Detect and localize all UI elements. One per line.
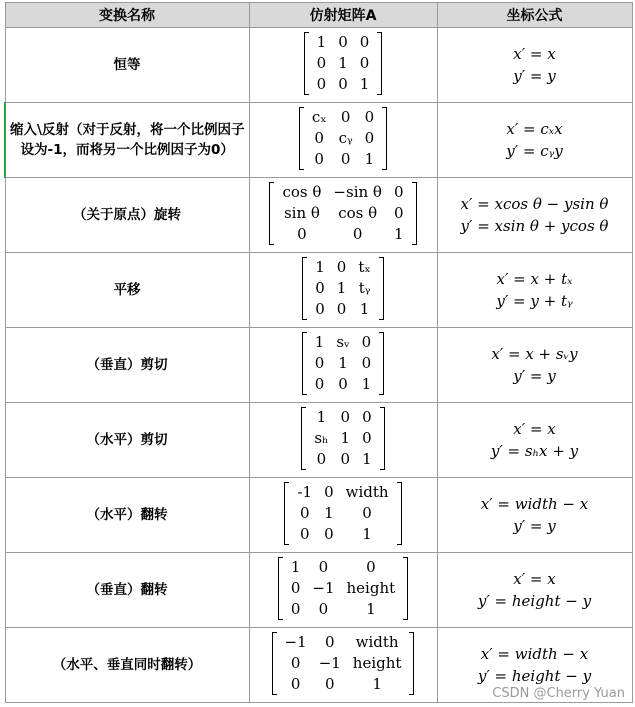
matrix-entry: sᵥ <box>336 332 350 351</box>
matrix-entry: 1 <box>372 674 382 693</box>
formula-x: x′ = x <box>513 420 556 438</box>
formula-x: x′ = x + tₓ <box>496 270 573 288</box>
matrix-entry: 0 <box>314 374 325 393</box>
matrix-cell <box>249 103 437 178</box>
matrix-entry: 1 <box>359 74 370 93</box>
matrix-cell <box>249 328 437 403</box>
matrix-entry: 0 <box>361 332 372 351</box>
formula-x: x′ = x <box>513 570 556 588</box>
matrix-entry: 0 <box>352 224 363 243</box>
matrix-entry: cᵧ <box>338 128 353 147</box>
affine-matrix <box>272 632 415 695</box>
formula-x: x′ = x <box>513 45 556 63</box>
matrix-entry: 1 <box>290 557 301 576</box>
formula-cell <box>437 553 632 628</box>
matrix-entry: 1 <box>338 353 348 372</box>
affine-matrix <box>299 107 387 170</box>
transform-name: 平移 <box>5 253 249 328</box>
formula-cell <box>437 328 632 403</box>
matrix-entry: -1 <box>297 482 313 501</box>
matrix-entry: 1 <box>393 224 404 243</box>
table-row <box>5 178 632 253</box>
formula-x: x′ = width − x <box>480 495 589 513</box>
matrix-entry: cos θ <box>338 203 378 222</box>
formula-y: y′ = xsin θ + ycos θ <box>460 217 609 235</box>
matrix-entry: 1 <box>362 524 372 543</box>
matrix-entry: 0 <box>318 599 329 618</box>
transform-name: 恒等 <box>5 28 249 103</box>
matrix-entry: 0 <box>340 107 351 126</box>
matrix-entry: 1 <box>336 278 347 297</box>
matrix-entry: cₓ <box>311 107 327 126</box>
affine-matrix <box>284 482 401 545</box>
matrix-entry: 1 <box>340 428 351 447</box>
formula-cell <box>437 28 632 103</box>
matrix-entry: 0 <box>362 503 372 522</box>
matrix-entry: 1 <box>316 32 327 51</box>
matrix-entry: 0 <box>393 182 404 201</box>
matrix-entry: −sin θ <box>333 182 382 201</box>
matrix-entry: 0 <box>290 578 301 597</box>
matrix-entry: 0 <box>299 503 310 522</box>
matrix-entry: 0 <box>364 107 375 126</box>
transform-name: （垂直）翻转 <box>5 553 249 628</box>
matrix-cell <box>249 553 437 628</box>
matrix-cell <box>249 178 437 253</box>
matrix-cell <box>249 628 437 703</box>
header-formula: 坐标公式 <box>437 3 632 28</box>
matrix-entry: 1 <box>324 503 334 522</box>
matrix-entry: width <box>355 632 399 651</box>
matrix-entry: 0 <box>314 149 324 168</box>
transform-name: 缩入\反射（对于反射，将一个比例因子设为-1，而将另一个比例因子为0） <box>5 103 249 178</box>
formula-cell <box>437 178 632 253</box>
formula-y: y′ = y <box>513 67 556 85</box>
header-matrix: 仿射矩阵A <box>249 3 437 28</box>
formula-cell <box>437 103 632 178</box>
matrix-entry: 0 <box>340 449 351 468</box>
table-row <box>5 28 632 103</box>
matrix-entry: −1 <box>318 653 341 672</box>
matrix-entry: sₕ <box>314 428 329 447</box>
affine-matrix <box>269 182 416 245</box>
matrix-cell <box>249 28 437 103</box>
matrix-entry: 0 <box>364 128 375 147</box>
matrix-entry: 0 <box>336 299 347 318</box>
matrix-entry: sin θ <box>283 203 320 222</box>
matrix-entry: width <box>345 482 389 501</box>
matrix-entry: 0 <box>338 374 348 393</box>
matrix-entry: 1 <box>361 374 372 393</box>
matrix-entry: cos θ <box>282 182 322 201</box>
formula-y: y′ = y <box>513 367 556 385</box>
table-row <box>5 328 632 403</box>
matrix-entry: 0 <box>316 74 327 93</box>
matrix-entry: 0 <box>338 74 348 93</box>
matrix-entry: 0 <box>338 32 348 51</box>
matrix-entry: 0 <box>316 53 327 72</box>
matrix-entry: 0 <box>297 224 307 243</box>
matrix-entry: 1 <box>364 149 375 168</box>
matrix-entry: 0 <box>290 599 301 618</box>
matrix-entry: 0 <box>340 407 351 426</box>
formula-y: y′ = cᵧy <box>506 142 563 160</box>
matrix-entry: tₓ <box>358 257 371 276</box>
affine-matrix <box>302 332 384 395</box>
matrix-cell <box>249 253 437 328</box>
matrix-entry: 0 <box>362 428 372 447</box>
transform-table <box>4 2 633 703</box>
formula-cell <box>437 478 632 553</box>
matrix-entry: 1 <box>338 53 348 72</box>
matrix-entry: 0 <box>324 674 335 693</box>
matrix-entry: 0 <box>336 257 347 276</box>
formula-cell <box>437 403 632 478</box>
formula-y: y′ = height − y <box>477 592 592 610</box>
matrix-entry: 1 <box>316 407 327 426</box>
transform-name: （水平）剪切 <box>5 403 249 478</box>
matrix-entry: 1 <box>314 332 325 351</box>
matrix-entry: 0 <box>393 203 404 222</box>
matrix-entry: 0 <box>324 524 334 543</box>
affine-matrix <box>304 32 383 95</box>
matrix-entry: 0 <box>316 449 327 468</box>
matrix-entry: tᵧ <box>358 278 371 297</box>
table-row <box>5 553 632 628</box>
matrix-entry: 0 <box>318 557 329 576</box>
formula-x: x′ = cₓx <box>506 120 563 138</box>
affine-matrix <box>302 257 383 320</box>
matrix-entry: 1 <box>315 257 325 276</box>
matrix-entry: 0 <box>315 299 325 318</box>
matrix-entry: 0 <box>324 482 334 501</box>
matrix-entry: 0 <box>290 653 301 672</box>
matrix-entry: 0 <box>340 149 351 168</box>
matrix-entry: 0 <box>314 353 325 372</box>
table-row <box>5 253 632 328</box>
table-row <box>5 103 632 178</box>
transform-name: （关于原点）旋转 <box>5 178 249 253</box>
matrix-entry: 0 <box>315 278 325 297</box>
matrix-entry: 0 <box>362 407 372 426</box>
formula-y: y′ = y <box>513 517 556 535</box>
matrix-entry: 1 <box>359 299 370 318</box>
header-row <box>5 3 632 28</box>
formula-y: y′ = y + tᵧ <box>496 292 573 310</box>
transform-name: （水平）翻转 <box>5 478 249 553</box>
matrix-entry: height <box>346 578 396 597</box>
matrix-entry: 0 <box>314 128 324 147</box>
transform-name: （垂直）剪切 <box>5 328 249 403</box>
matrix-entry: 0 <box>361 353 372 372</box>
matrix-entry: 0 <box>366 557 376 576</box>
matrix-entry: height <box>352 653 402 672</box>
matrix-entry: 0 <box>324 632 335 651</box>
matrix-entry: 1 <box>362 449 372 468</box>
matrix-entry: −1 <box>312 578 335 597</box>
matrix-entry: 0 <box>299 524 310 543</box>
transform-name: （水平、垂直同时翻转） <box>5 628 249 703</box>
formula-cell <box>437 253 632 328</box>
formula-x: x′ = width − x <box>480 645 589 663</box>
matrix-entry: 1 <box>366 599 376 618</box>
formula-x: x′ = x + sᵥy <box>491 345 578 363</box>
formula-y: y′ = sₕx + y <box>490 442 579 460</box>
table-row <box>5 478 632 553</box>
affine-matrix <box>301 407 384 470</box>
matrix-cell <box>249 403 437 478</box>
formula-x: x′ = xcos θ − ysin θ <box>460 195 609 213</box>
matrix-cell <box>249 478 437 553</box>
matrix-entry: 0 <box>290 674 301 693</box>
header-name: 变换名称 <box>5 3 249 28</box>
matrix-entry: 0 <box>359 32 370 51</box>
matrix-entry: −1 <box>284 632 307 651</box>
matrix-entry: 0 <box>359 53 370 72</box>
formula-y: y′ = height − y <box>477 667 592 685</box>
watermark: CSDN @Cherry Yuan <box>492 686 625 701</box>
affine-matrix <box>278 557 408 620</box>
table-row <box>5 403 632 478</box>
